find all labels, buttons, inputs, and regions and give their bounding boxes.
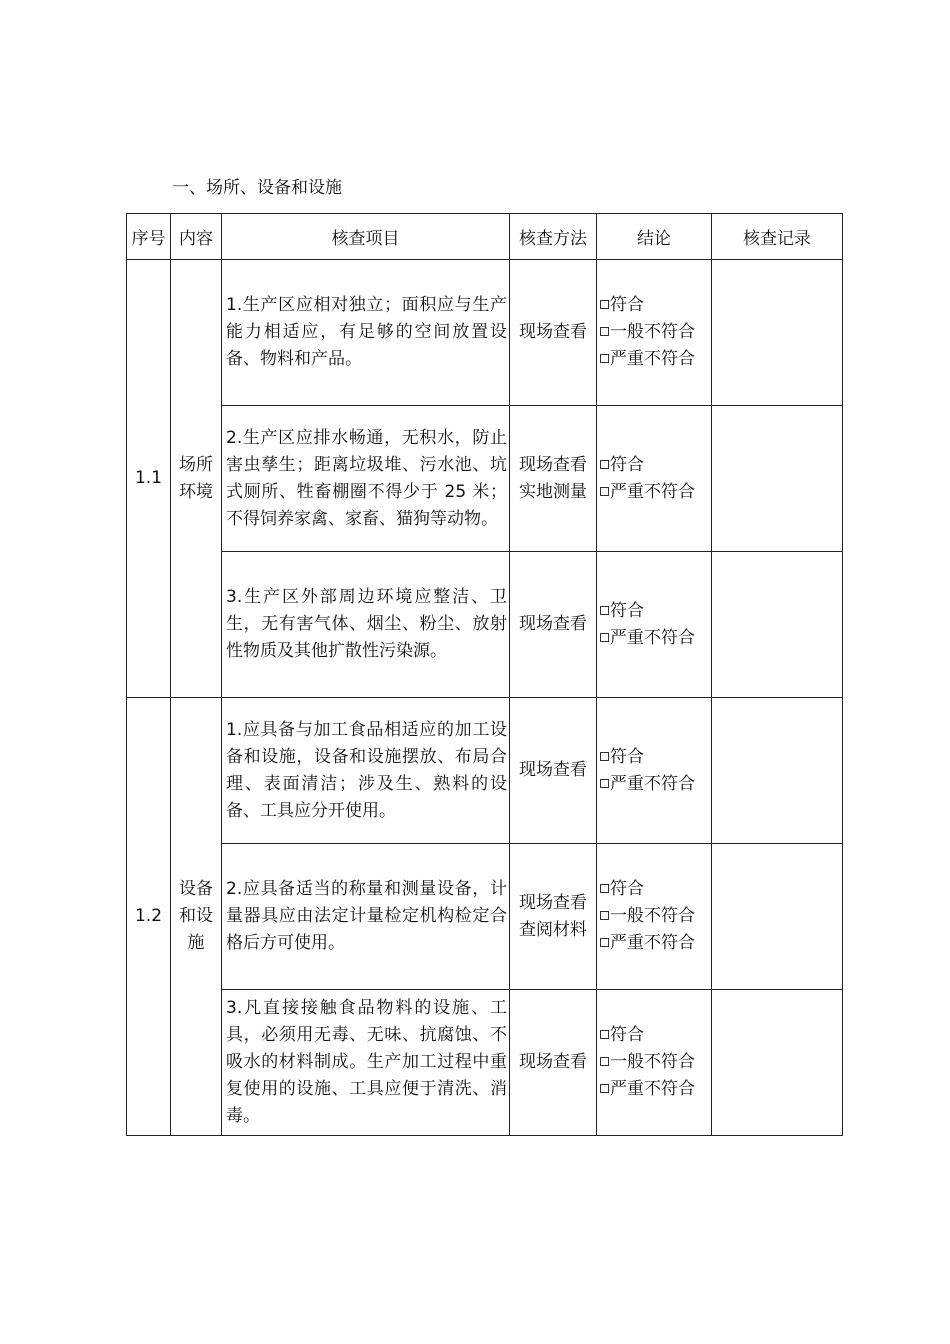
check-method-line: 现场查看 — [519, 614, 587, 634]
check-method-line: 现场查看 — [519, 892, 587, 913]
conclusion-option-label: 符合 — [610, 295, 644, 315]
header-result: 结论 — [597, 214, 712, 260]
section-content — [171, 260, 222, 698]
conclusion-option[interactable] — [600, 876, 711, 903]
table-header-row — [127, 214, 843, 260]
section-content-line: 设备 — [179, 879, 213, 899]
conclusion-option[interactable] — [600, 1049, 711, 1076]
conclusion-option[interactable] — [600, 452, 711, 479]
check-record-field[interactable] — [712, 698, 843, 844]
conclusion-option-label: 符合 — [610, 746, 644, 767]
conclusion-option[interactable] — [600, 1022, 711, 1049]
conclusion-options — [597, 552, 712, 698]
check-item: 1.生产区应相对独立；面积应与生产能力相适应，有足够的空间放置设备、物料和产品。 — [222, 260, 510, 406]
checkbox-icon[interactable] — [600, 300, 609, 309]
check-method — [510, 990, 597, 1136]
conclusion-option-label: 一般不符合 — [610, 906, 695, 926]
checkbox-icon[interactable] — [600, 606, 609, 615]
check-item: 2.生产区应排水畅通，无积水，防止害虫孳生；距离垃圾堆、污水池、坑式厕所、牲畜棚圈不得少于 25 米；不得饲养家禽、家畜、猫狗等动物。 — [222, 406, 510, 552]
checkbox-icon[interactable] — [600, 752, 609, 761]
checkbox-icon[interactable] — [600, 354, 609, 363]
conclusion-options — [597, 260, 712, 406]
conclusion-option[interactable] — [600, 771, 711, 798]
check-method — [510, 844, 597, 990]
check-method-line: 实地测量 — [519, 481, 587, 502]
conclusion-option[interactable] — [600, 479, 711, 506]
conclusion-option-label: 严重不符合 — [610, 1079, 695, 1099]
conclusion-option[interactable] — [600, 598, 711, 625]
section-content-line: 场所 — [179, 454, 213, 475]
conclusion-option-label: 严重不符合 — [610, 773, 695, 794]
checkbox-icon[interactable] — [600, 460, 609, 469]
checkbox-icon[interactable] — [600, 1057, 609, 1066]
check-method-line: 现场查看 — [519, 1052, 587, 1072]
conclusion-option-label: 一般不符合 — [610, 1052, 695, 1072]
section-content-line: 和设 — [179, 906, 213, 926]
section-content-line: 环境 — [179, 481, 213, 502]
table-row — [127, 844, 843, 990]
conclusion-option-label: 严重不符合 — [610, 349, 695, 369]
table-row — [127, 260, 843, 406]
check-method-line: 现场查看 — [519, 322, 587, 342]
table-row — [127, 406, 843, 552]
conclusion-option-label: 严重不符合 — [610, 627, 695, 648]
check-method-line: 现场查看 — [519, 760, 587, 780]
conclusion-option-label: 符合 — [610, 1025, 644, 1045]
conclusion-options — [597, 844, 712, 990]
checkbox-icon[interactable] — [600, 911, 609, 920]
header-content: 内容 — [171, 214, 222, 260]
inspection-table — [126, 213, 843, 1136]
checkbox-icon[interactable] — [600, 633, 609, 642]
conclusion-option[interactable] — [600, 930, 711, 957]
check-item: 3.生产区外部周边环境应整洁、卫生，无有害气体、烟尘、粉尘、放射性物质及其他扩散性污染源。 — [222, 552, 510, 698]
header-record: 核查记录 — [712, 214, 843, 260]
table-row — [127, 990, 843, 1136]
conclusion-option[interactable] — [600, 744, 711, 771]
check-method — [510, 698, 597, 844]
conclusion-option[interactable] — [600, 625, 711, 652]
check-method-line: 查阅材料 — [519, 919, 587, 940]
table-row — [127, 698, 843, 844]
table-body — [127, 260, 843, 1136]
check-method — [510, 552, 597, 698]
conclusion-option[interactable] — [600, 1076, 711, 1103]
conclusion-options — [597, 698, 712, 844]
check-item: 1.应具备与加工食品相适应的加工设备和设施，设备和设施摆放、布局合理、表面清洁；涉及生、熟料的设备、工具应分开使用。 — [222, 698, 510, 844]
header-method: 核查方法 — [510, 214, 597, 260]
checkbox-icon[interactable] — [600, 1030, 609, 1039]
conclusion-options — [597, 990, 712, 1136]
checkbox-icon[interactable] — [600, 487, 609, 496]
checkbox-icon[interactable] — [600, 938, 609, 947]
check-method — [510, 406, 597, 552]
checkbox-icon[interactable] — [600, 779, 609, 788]
table-row — [127, 552, 843, 698]
section-number: 1.2 — [127, 698, 171, 1136]
conclusion-option-label: 符合 — [610, 600, 644, 621]
section-content — [171, 698, 222, 1136]
conclusion-option-label: 符合 — [610, 454, 644, 475]
section-title: 一、场所、设备和设施 — [172, 178, 342, 198]
conclusion-option[interactable] — [600, 903, 711, 930]
check-item: 2.应具备适当的称量和测量设备，计量器具应由法定计量检定机构检定合格后方可使用。 — [222, 844, 510, 990]
conclusion-option[interactable] — [600, 346, 711, 373]
conclusion-option[interactable] — [600, 292, 711, 319]
conclusion-option-label: 严重不符合 — [610, 933, 695, 953]
checkbox-icon[interactable] — [600, 1084, 609, 1093]
section-number: 1.1 — [127, 260, 171, 698]
check-record-field[interactable] — [712, 552, 843, 698]
header-no: 序号 — [127, 214, 171, 260]
check-record-field[interactable] — [712, 844, 843, 990]
conclusion-option[interactable] — [600, 319, 711, 346]
checkbox-icon[interactable] — [600, 884, 609, 893]
conclusion-option-label: 一般不符合 — [610, 322, 695, 342]
check-record-field[interactable] — [712, 406, 843, 552]
check-method — [510, 260, 597, 406]
checkbox-icon[interactable] — [600, 327, 609, 336]
conclusion-option-label: 符合 — [610, 879, 644, 899]
check-record-field[interactable] — [712, 990, 843, 1136]
check-item: 3.凡直接接触食品物料的设施、工具，必须用无毒、无味、抗腐蚀、不吸水的材料制成。生产加工过程中重复使用的设施、工具应便于清洗、消毒。 — [222, 990, 510, 1136]
conclusion-options — [597, 406, 712, 552]
check-record-field[interactable] — [712, 260, 843, 406]
conclusion-option-label: 严重不符合 — [610, 481, 695, 502]
check-method-line: 现场查看 — [519, 454, 587, 475]
section-content-line: 施 — [187, 933, 205, 953]
header-item: 核查项目 — [222, 214, 510, 260]
